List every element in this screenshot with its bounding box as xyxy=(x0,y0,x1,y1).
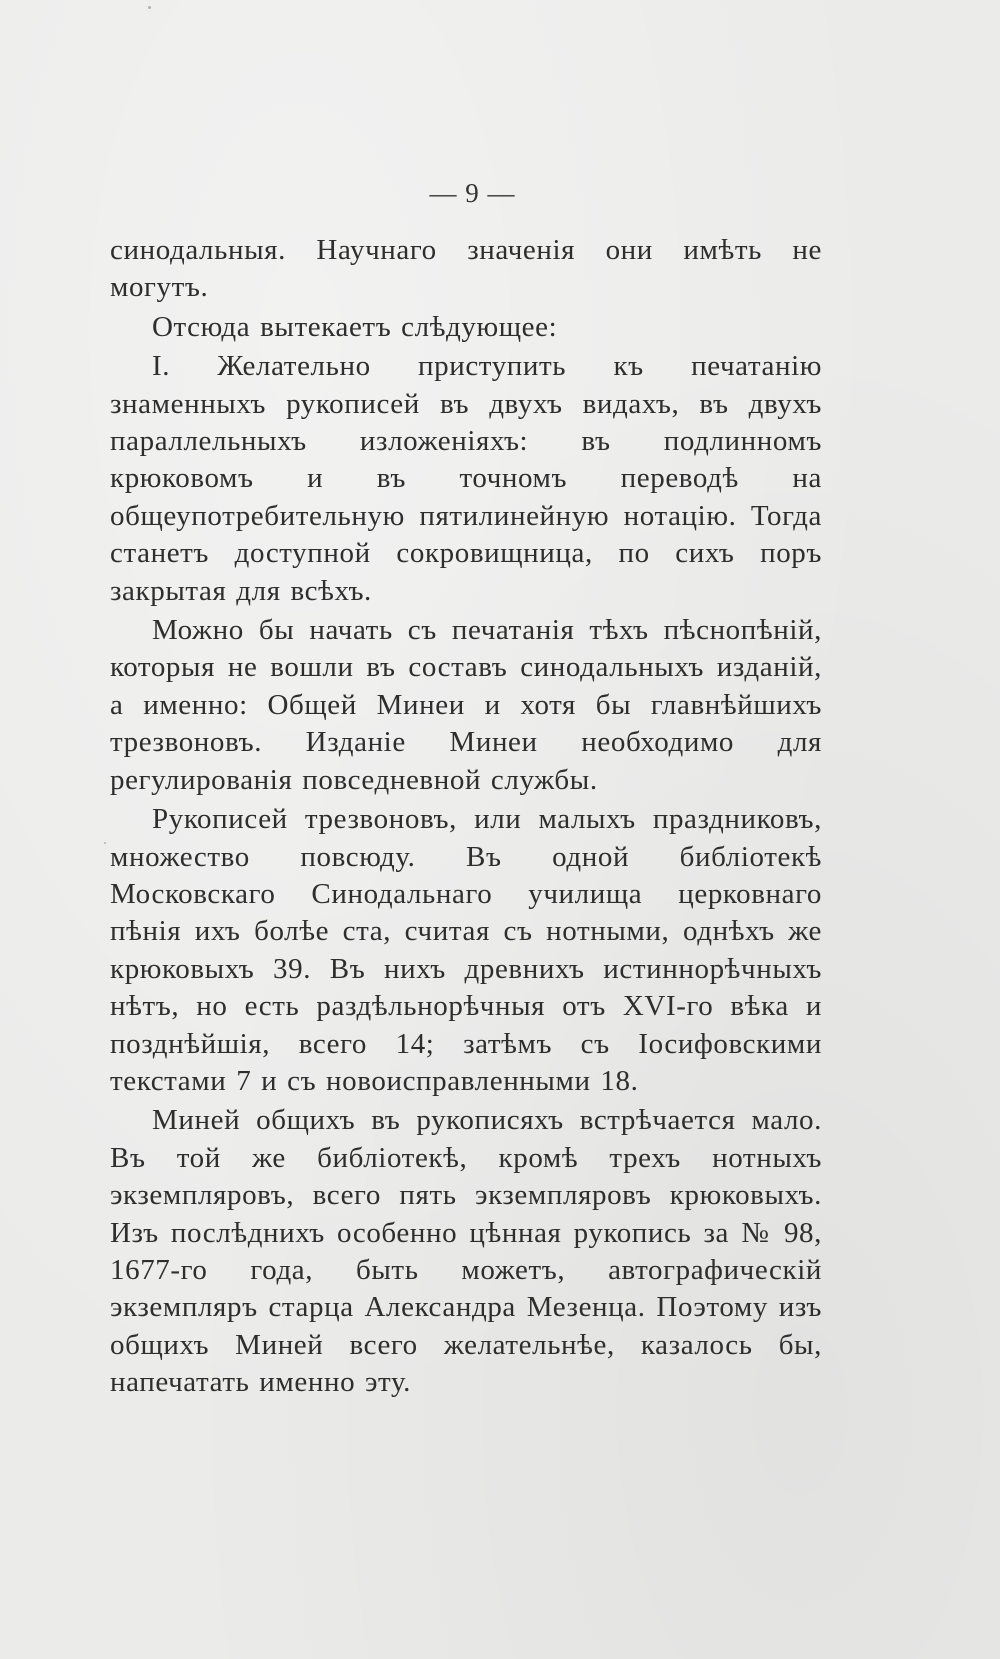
paragraph: Рукописей трезвоновъ, или малыхъ праздниковъ, множество повсюду. Въ одной библіотекѣ Московскаго Синодальнаго училища церковнаго пѣнія ихъ болѣе ста, считая съ нотными, однѣхъ же крюковыхъ 39. Въ нихъ древнихъ истиннорѣчныхъ нѣтъ, но есть раздѣльнорѣчныя отъ XVI-го вѣка и позднѣйшія, всего 14; затѣмъ съ Іосифовскими текстами 7 и съ новоисправленными 18. xyxy=(110,803,822,1097)
paragraph: Можно бы начать съ печатанія тѣхъ пѣснопѣній, которыя не вошли въ составъ синодальныхъ изданій, а именно: Общей Минеи и хотя бы главнѣйшихъ трезвоновъ. Изданіе Минеи необходимо для регулированія повседневной службы. xyxy=(110,614,822,796)
paragraph: Миней общихъ въ рукописяхъ встрѣчается мало. Въ той же библіотекѣ, кромѣ трехъ нотныхъ экземпляровъ, всего пять экземпляровъ крюковыхъ. Изъ послѣднихъ особенно цѣнная рукопись за № 98, 1677-го года, быть можетъ, автографическій экземпляръ старца Александра Мезенца. Поэтому изъ общихъ Миней всего желательнѣе, казалось бы, напечатать именно эту. xyxy=(110,1104,822,1399)
paper-speck xyxy=(104,842,106,844)
paper-speck xyxy=(148,6,151,9)
paragraph: синодальныя. Научнаго значенія они имѣть не могутъ. xyxy=(110,234,822,304)
paragraph: Отсюда вытекаетъ слѣдующее: xyxy=(152,310,558,343)
body-text xyxy=(110,232,822,1402)
page-number: — 9 — xyxy=(429,178,516,208)
paragraph: I. Желательно приступить къ печатанію знаменныхъ рукописей въ двухъ видахъ, въ двухъ параллельныхъ изложеніяхъ: въ подлинномъ крюковомъ и въ точномъ переводѣ на общеупотребительную пятилинейную нотацію. Тогда станетъ доступной сокровищница, по сихъ поръ закрытая для всѣхъ. xyxy=(110,350,822,607)
